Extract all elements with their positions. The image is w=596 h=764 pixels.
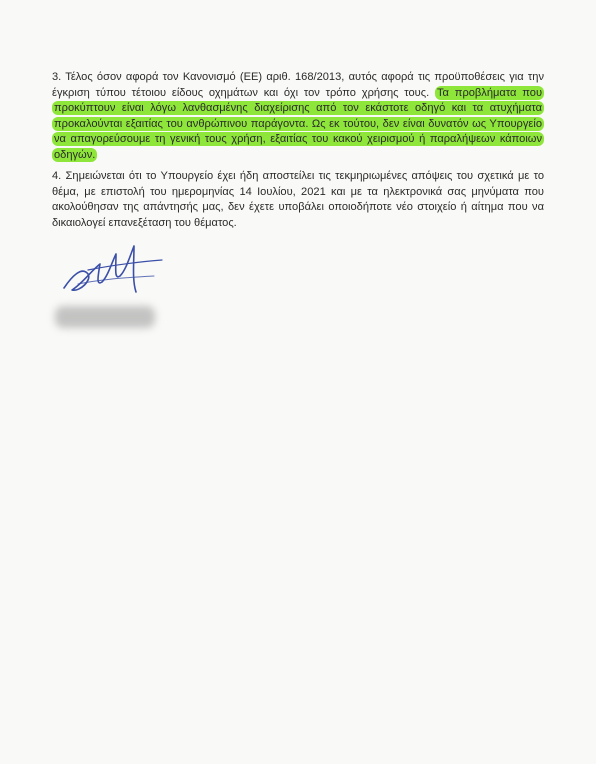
highlighted-passage: Τα προβλήματα που προκύπτουν είναι λόγω λανθασμένης διαχείρισης από τον εκάστοτε οδηγό και τα ατυχήματα προκαλούνται εξαιτίας του ανθρώπινου παράγοντα. Ως εκ τούτου, δεν είναι δυνατόν ως Υπουργείο να απαγορεύσουμε τη γενική τους χρήση, εξαιτίας του κακού χειρισμού ή παραλήψεων κάποιων οδηγών. bbox=[54, 86, 543, 161]
handwritten-signature bbox=[58, 240, 168, 306]
paragraph-3-text: 3. Τέλος όσον αφορά τον Κανονισμό (ΕΕ) αριθ. 168/2013, αυτός αφορά τις προϋποθέσεις για την έγκριση τύπου τέτοιου είδους οχημάτων και όχι τον τρόπο χρήσης τους. bbox=[52, 71, 544, 99]
redacted-name bbox=[55, 306, 155, 328]
paragraph-3 bbox=[52, 70, 544, 164]
paragraph-4: 4. Σημειώνεται ότι το Υπουργείο έχει ήδη αποστείλει τις τεκμηριωμένες απόψεις του σχετικά με το θέμα, με επιστολή του ημερομηνίας 14 Ιουλίου, 2021 και με τα ηλεκτρονικά σας μηνύματα που ακολούθησαν της απάντησής μας, δεν έχετε υποβάλει οποιοδήποτε νέο στοιχείο ή αίτημα που να δικαιολογεί επανεξέταση του θέματος. bbox=[52, 170, 544, 229]
